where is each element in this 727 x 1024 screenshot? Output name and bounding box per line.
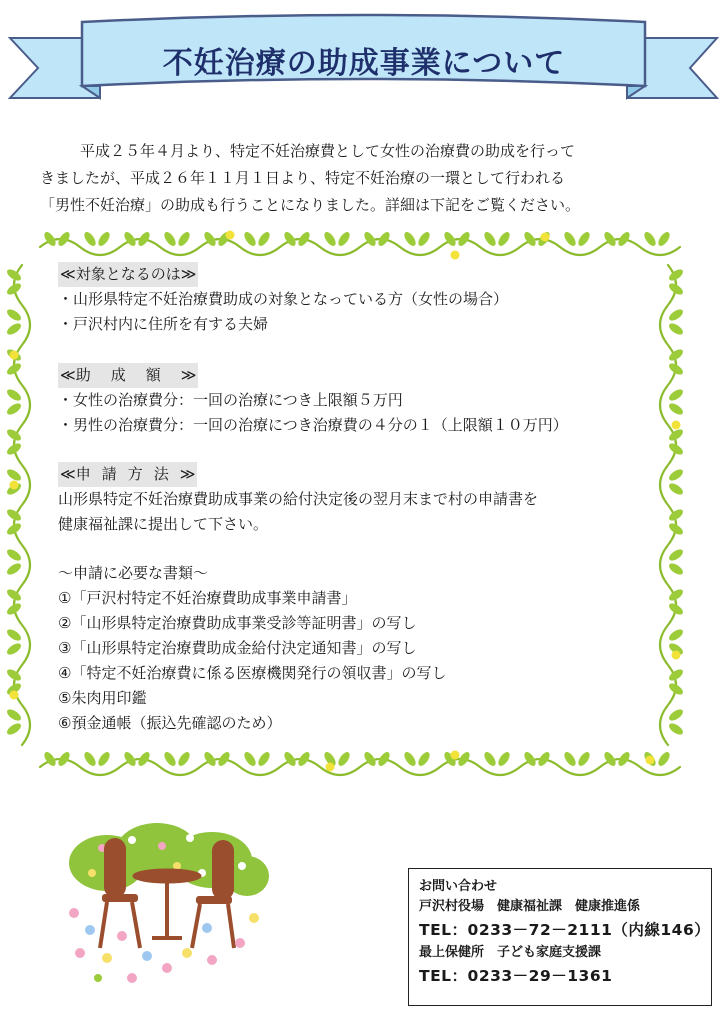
list-item: ・男性の治療費分：一回の治療につき治療費の４分の１（上限額１０万円） <box>58 416 568 434</box>
leaf-icon <box>416 230 432 248</box>
info-section <box>58 262 668 736</box>
leaf-icon <box>242 230 258 248</box>
contact-label: お問い合わせ <box>419 879 498 894</box>
leaf-icon <box>5 321 23 337</box>
leaf-icon <box>642 230 658 248</box>
document-item: ④「特定不妊治療費に係る医療機関発行の領収書」の写し <box>58 664 447 682</box>
intro-line: 平成２５年４月より、特定不妊治療費として女性の治療費の助成を行って <box>80 142 576 160</box>
intro-line: きましたが、平成２６年１１月１日より、特定不妊治療の一環として行われる <box>40 169 566 187</box>
leaf-icon <box>5 561 23 577</box>
contact-tel-2: TEL：0233－29－1361 <box>419 967 613 985</box>
leaf-icon <box>402 750 418 768</box>
leaf-icon <box>667 387 685 403</box>
leaf-icon <box>667 707 685 723</box>
leaf-icon <box>496 230 512 248</box>
leaf-icon <box>256 750 272 768</box>
leaf-icon <box>562 750 578 768</box>
berry-icon <box>10 481 19 490</box>
berry-icon <box>226 231 235 240</box>
leaf-icon <box>5 387 23 403</box>
leaf-icon <box>336 230 352 248</box>
document-item: ⑥預金通帳（振込先確認のため） <box>58 714 282 732</box>
leaf-icon <box>402 230 418 248</box>
garden-illustration <box>62 818 272 988</box>
leaf-icon <box>336 750 352 768</box>
list-item: ・女性の治療費分：一回の治療につき上限額５万円 <box>58 391 403 409</box>
leaf-icon <box>5 307 23 323</box>
contact-office-1: 戸沢村役場 健康福祉課 健康推進係 <box>419 899 641 914</box>
leaf-icon <box>667 467 685 483</box>
eligibility-heading-text: 対象となるのは <box>75 265 181 283</box>
document-item: ①「戸沢村特定不妊治療費助成事業申請書」 <box>58 589 357 607</box>
berry-icon <box>10 351 19 360</box>
leaf-icon <box>482 750 498 768</box>
leaf-icon <box>176 230 192 248</box>
intro-line: 「男性不妊治療」の助成も行うことになりました。詳細は下記をご覧ください。 <box>40 196 581 214</box>
berry-icon <box>451 751 460 760</box>
berry-icon <box>10 691 19 700</box>
table-icon <box>133 869 201 938</box>
berry-icon <box>646 756 655 765</box>
berry-icon <box>541 233 550 242</box>
leaf-icon <box>667 321 685 337</box>
leaf-icon <box>667 547 685 563</box>
eligibility-heading: ≪対象となるのは≫ <box>58 262 668 287</box>
leaf-icon <box>5 547 23 563</box>
leaf-icon <box>656 230 672 248</box>
document-item: ②「山形県特定治療費助成事業受診等証明書」の写し <box>58 614 417 632</box>
leaf-icon <box>482 230 498 248</box>
page-title: 不妊治療の助成事業について <box>162 46 566 81</box>
document-item: ③「山形県特定治療費助成金給付決定通知書」の写し <box>58 639 417 657</box>
list-item: ・山形県特定不妊治療費助成の対象となっている方（女性の場合） <box>58 290 509 308</box>
leaf-icon <box>667 481 685 497</box>
leaf-icon <box>5 401 23 417</box>
method-heading-text: 申請方法 <box>75 465 180 483</box>
berry-icon <box>672 421 681 430</box>
leaf-icon <box>256 230 272 248</box>
leaf-icon <box>576 230 592 248</box>
document-item: ⑤朱肉用印鑑 <box>58 689 147 707</box>
berry-icon <box>326 763 335 772</box>
amount-heading: ≪助成額≫ <box>58 363 668 388</box>
list-item: ・戸沢村内に住所を有する夫婦 <box>58 315 269 333</box>
intro-text <box>40 138 690 219</box>
leaf-icon <box>667 561 685 577</box>
leaf-icon <box>82 230 98 248</box>
leaf-icon <box>5 707 23 723</box>
leaf-icon <box>5 721 23 737</box>
leaf-icon <box>176 750 192 768</box>
leaf-icon <box>96 750 112 768</box>
contact-box <box>408 868 712 1006</box>
leaf-icon <box>416 750 432 768</box>
leaf-icon <box>5 641 23 657</box>
leaf-icon <box>82 750 98 768</box>
method-line: 健康福祉課に提出して下さい。 <box>58 515 269 533</box>
leaf-icon <box>667 307 685 323</box>
leaf-icon <box>322 230 338 248</box>
leaf-icon <box>667 627 685 643</box>
leaf-icon <box>667 401 685 417</box>
leaf-icon <box>496 750 512 768</box>
leaf-icon <box>667 721 685 737</box>
leaf-icon <box>576 750 592 768</box>
amount-heading-text: 助成額 <box>75 366 181 384</box>
berry-icon <box>451 251 460 260</box>
leaf-icon <box>162 230 178 248</box>
berry-icon <box>672 651 681 660</box>
leaf-icon <box>562 230 578 248</box>
leaf-icon <box>5 627 23 643</box>
leaf-icon <box>242 750 258 768</box>
documents-heading: ～申請に必要な書類～ <box>58 564 209 582</box>
leaf-icon <box>162 750 178 768</box>
method-heading: ≪申請方法≫ <box>58 462 668 487</box>
method-line: 山形県特定不妊治療費助成事業の給付決定後の翌月末まで村の申請書を <box>58 490 539 508</box>
leaf-icon <box>96 230 112 248</box>
leaf-icon <box>656 750 672 768</box>
contact-office-2: 最上保健所 子ども家庭支援課 <box>419 945 602 960</box>
contact-tel-1: TEL：0233－72－2111（内線146） <box>419 921 711 939</box>
